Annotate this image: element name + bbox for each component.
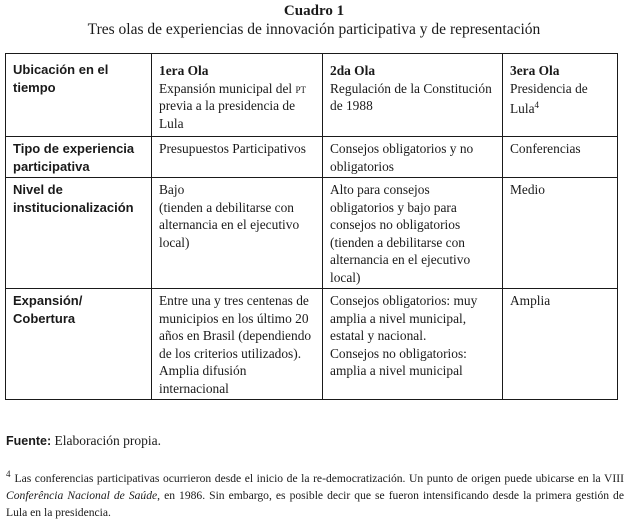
footnote-ref-4: 4 bbox=[534, 100, 540, 110]
cell-wave3: Medio bbox=[510, 182, 545, 197]
footnote-italic-title: Conferência Nacional de Saúde bbox=[6, 489, 158, 502]
cell-wave3: Amplia bbox=[510, 293, 551, 308]
table-caption-title: Cuadro 1 bbox=[283, 3, 345, 19]
wave2-title: 2da Ola bbox=[330, 63, 376, 78]
cell-wave3: Conferencias bbox=[510, 141, 581, 156]
wave2-description: Regulación de la Constitución de 1988 bbox=[330, 80, 492, 113]
footnote-number: 4 bbox=[6, 469, 11, 479]
header-cell-wave1 bbox=[152, 54, 323, 137]
cell-wave2: Alto para consejos obligatorios y bajo para consejos no obligatorios (tienden a debilitarse con alternancia en el ejecutivo local) bbox=[330, 182, 471, 285]
pt-abbreviation: pt bbox=[295, 80, 306, 96]
header-cell-time bbox=[6, 54, 152, 137]
source-note bbox=[6, 432, 161, 450]
footnote: $^4$ Las conferencias participativas ocurrieron desde el inicio de la re-democratización. Un punto de origen puede ubicarse en la VIII Conferência Nacional de Saúde, en 1986. Sin embargo, es posible decir que se fueron intensificando desde la primera gestión de Lula en la presidencia. bbox=[6, 469, 624, 519]
table-caption-subtitle: Tres olas de experiencias de innovación participativa y de representación bbox=[87, 21, 541, 38]
row-label-time: Ubicación en el tiempo bbox=[13, 62, 109, 95]
cell-wave1: Presupuestos Participativos bbox=[159, 141, 306, 156]
cell-wave2: Consejos obligatorios: muy amplia a nivel municipal, estatal y nacional. Consejos no obligatorios: amplia a nivel municipal bbox=[330, 293, 478, 378]
wave3-description: Presidencia de Lula$^4$ bbox=[510, 80, 588, 116]
wave3-title: 3era Ola bbox=[510, 63, 560, 78]
row-label: Nivel de institucionalización bbox=[13, 182, 134, 215]
header-cell-wave2 bbox=[323, 54, 503, 137]
table-row bbox=[6, 178, 618, 289]
table-header-row bbox=[6, 54, 618, 137]
wave1-title: 1era Ola bbox=[159, 63, 209, 78]
cell-wave2: Consejos obligatorios y no obligatorios bbox=[330, 141, 474, 174]
table-row bbox=[6, 137, 618, 178]
cell-wave1: Bajo (tienden a debilitarse con alternancia en el ejecutivo local) bbox=[159, 182, 300, 250]
participation-waves-table bbox=[5, 53, 618, 400]
source-text: Elaboración propia. bbox=[51, 433, 161, 448]
header-cell-wave3 bbox=[503, 54, 618, 137]
source-label: Fuente: bbox=[6, 434, 52, 448]
row-label: Expansión/ Cobertura bbox=[13, 293, 83, 326]
row-label: Tipo de experiencia participativa bbox=[13, 141, 135, 174]
cell-wave1: Entre una y tres centenas de municipios en los último 20 años en Brasil (dependiendo de los criterios utilizados). Amplia difusión internacional bbox=[159, 293, 312, 396]
wave1-description: Expansión municipal del pt previa a la presidencia de Lula bbox=[159, 80, 306, 131]
table-row bbox=[6, 289, 618, 400]
